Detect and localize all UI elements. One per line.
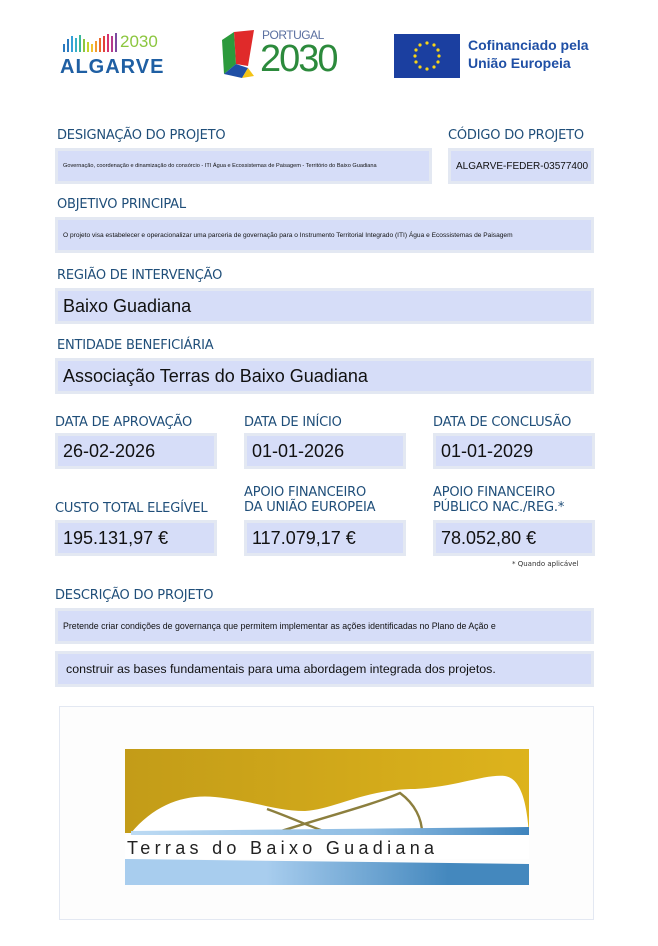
national-support-value: 78.052,80 €: [436, 523, 592, 553]
designation-value: Governação, coordenação e dinamização do consórcio - ITI Água e Ecossistemas de Paisagem - Território do Baixo Guadiana: [58, 151, 429, 181]
code-field: [448, 148, 594, 184]
portugal-flag-shape-icon: [218, 28, 260, 80]
total-cost-label: CUSTO TOTAL ELEGÍVEL: [55, 501, 208, 516]
eu-support-label-line2: DA UNIÃO EUROPEIA: [244, 500, 376, 515]
objective-field: [55, 217, 594, 253]
region-value: Baixo Guadiana: [58, 291, 591, 321]
beneficiary-label: ENTIDADE BENEFICIÁRIA: [57, 338, 214, 353]
algarve-2030-logo: [60, 30, 178, 80]
objective-value: O projeto visa estabelecer e operacionalizar uma parceria de governação para o Instrumento Territorial Integrado (ITI) Água e Ecossistemas de Paisagem: [58, 220, 591, 250]
eu-logo: [394, 34, 624, 78]
beneficiary-value: Associação Terras do Baixo Guadiana: [58, 361, 591, 391]
total-cost-value: 195.131,97 €: [58, 523, 214, 553]
algarve-year: 2030: [120, 32, 158, 51]
eu-support-value: 117.079,17 €: [247, 523, 403, 553]
portugal-word: PORTUGAL: [262, 28, 324, 42]
total-cost-field: [55, 520, 217, 556]
description-value-line1: Pretende criar condições de governança que permitem implementar as ações identificadas no Plano de Ação e: [58, 611, 591, 641]
portugal-2030-logo: [218, 28, 358, 83]
eu-flag-icon: [394, 34, 460, 78]
region-label: REGIÃO DE INTERVENÇÃO: [57, 268, 223, 283]
eu-text-line1: Cofinanciado pela: [468, 37, 589, 53]
portugal-year: 2030: [260, 38, 337, 80]
end-date-field: [433, 433, 595, 469]
beneficiary-logo-panel: [59, 706, 594, 920]
description-field-line2: [55, 651, 594, 687]
national-support-label-line1: APOIO FINANCEIRO: [433, 485, 556, 500]
start-date-value: 01-01-2026: [247, 436, 403, 466]
approval-date-value: 26-02-2026: [58, 436, 214, 466]
approval-date-field: [55, 433, 217, 469]
objective-label: OBJETIVO PRINCIPAL: [57, 197, 186, 212]
description-value-line2: construir as bases fundamentais para uma abordagem integrada dos projetos.: [58, 654, 591, 684]
description-label: DESCRIÇÃO DO PROJETO: [55, 588, 214, 603]
national-support-label-line2: PÚBLICO NAC./REG.*: [433, 500, 565, 515]
algarve-wordmark: ALGARVE: [60, 56, 165, 78]
terras-baixo-guadiana-logo-icon: [125, 749, 529, 885]
terras-logo-text: Terras do Baixo Guadiana: [127, 838, 439, 858]
national-support-field: [433, 520, 595, 556]
eu-support-label-line1: APOIO FINANCEIRO: [244, 485, 367, 500]
approval-date-label: DATA DE APROVAÇÃO: [55, 415, 193, 430]
code-label: CÓDIGO DO PROJETO: [448, 128, 584, 143]
beneficiary-field: [55, 358, 594, 394]
code-value: ALGARVE-FEDER-03577400: [451, 151, 591, 181]
end-date-label: DATA DE CONCLUSÃO: [433, 415, 572, 430]
description-field-line1: [55, 608, 594, 644]
eu-support-field: [244, 520, 406, 556]
designation-field: [55, 148, 432, 184]
footnote: * Quando aplicável: [512, 560, 579, 568]
region-field: [55, 288, 594, 324]
start-date-label: DATA DE INÍCIO: [244, 415, 342, 430]
start-date-field: [244, 433, 406, 469]
designation-label: DESIGNAÇÃO DO PROJETO: [57, 128, 226, 143]
end-date-value: 01-01-2029: [436, 436, 592, 466]
eu-text-line2: União Europeia: [468, 55, 571, 71]
